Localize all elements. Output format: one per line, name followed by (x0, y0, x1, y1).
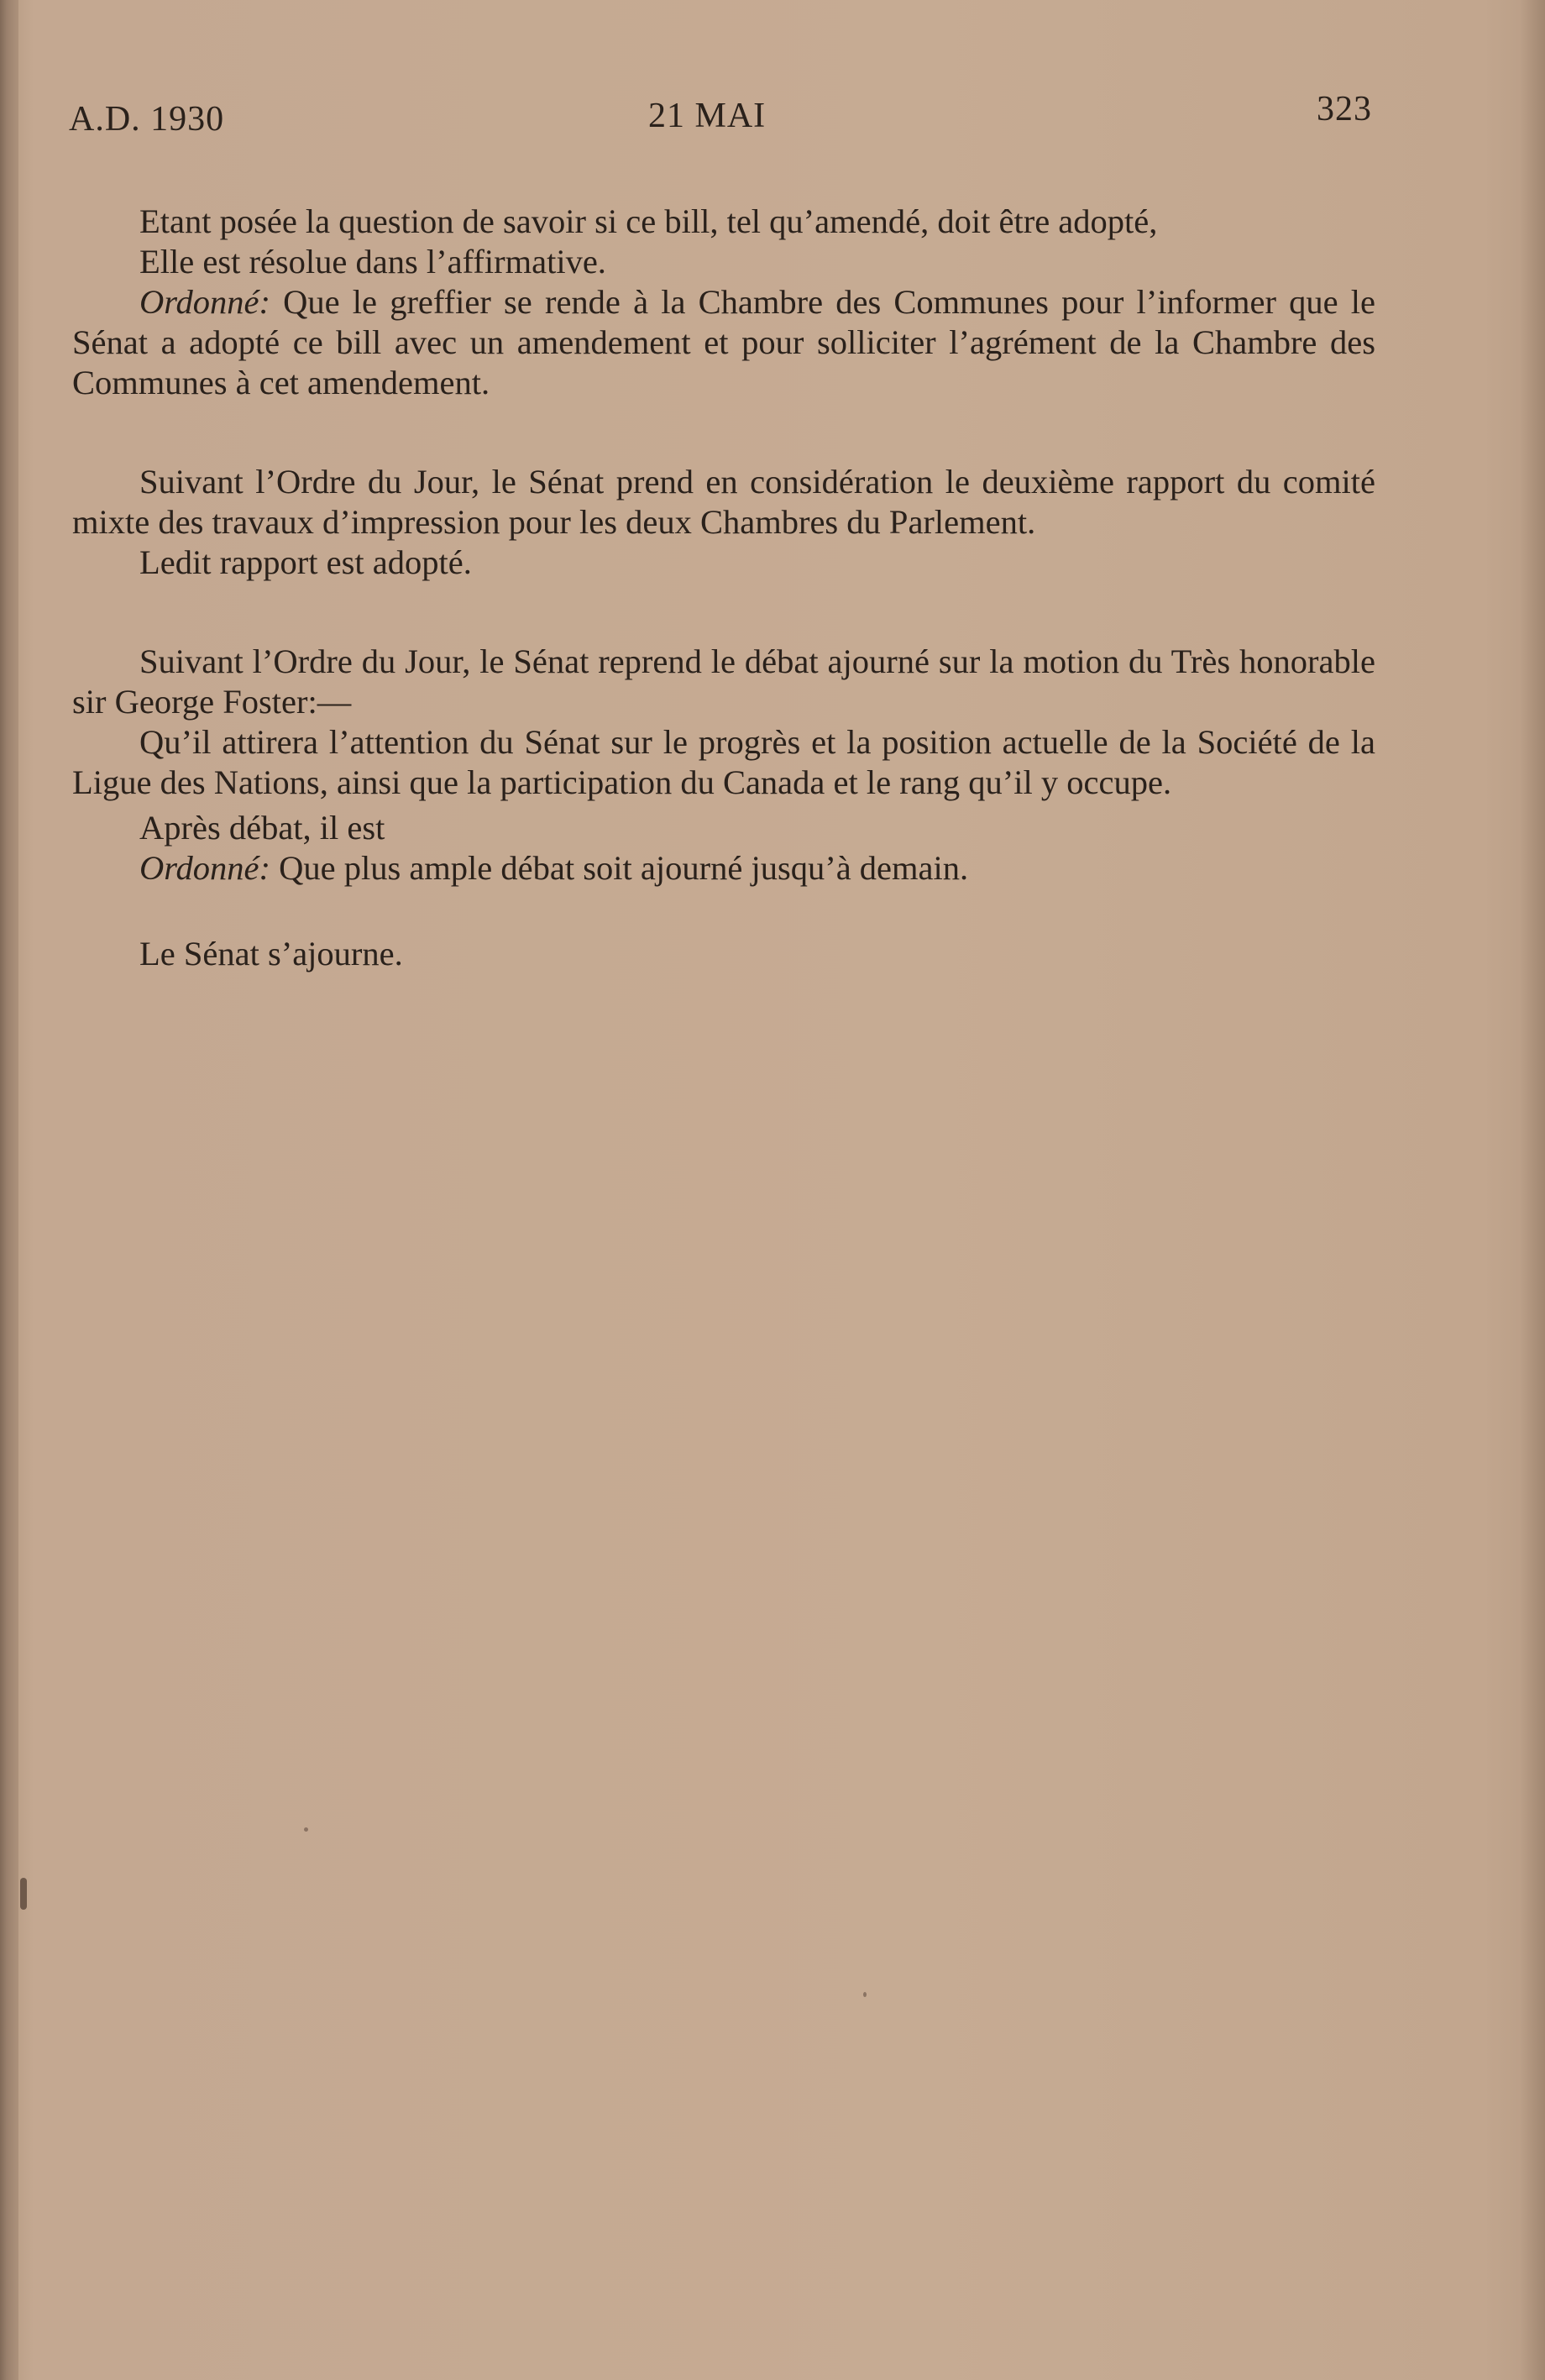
paragraph-report-consideration: Suivant l’Ordre du Jour, le Sénat prend en considération le deuxième rapport du comité mixte des travaux d’impression pour les deux Chambres du Parlement. (72, 463, 1375, 541)
header-year: A.D. 1930 (69, 100, 225, 139)
paragraph-report-adopted: Ledit rapport est adopté. (139, 543, 472, 581)
order-label: Ordonné: (139, 849, 270, 887)
paper-speck (863, 1992, 867, 1997)
binding-mark (20, 1878, 27, 1910)
paragraph-senate-adjourns: Le Sénat s’ajourne. (139, 935, 403, 972)
paragraph-debate-resumed: Suivant l’Ordre du Jour, le Sénat reprend le débat ajourné sur la motion du Très honorable sir George Foster:— (72, 642, 1375, 721)
page-body (72, 202, 1375, 974)
page-number: 323 (1317, 90, 1372, 128)
paragraph-order-clerk (72, 282, 1375, 403)
order-text: Que plus ample débat soit ajourné jusqu’à demain. (270, 849, 969, 887)
paragraph-question: Etant posée la question de savoir si ce bill, tel qu’amendé, doit être adopté, (139, 202, 1158, 240)
order-label: Ordonné: (139, 283, 270, 321)
paragraph-order-adjourn-debate (72, 848, 1375, 889)
running-header (69, 84, 1372, 143)
paragraph-after-debate: Après débat, il est (139, 809, 385, 847)
binding-edge (0, 0, 18, 2380)
header-date: 21 MAI (648, 97, 767, 135)
order-text: Que le greffier se rende à la Chambre des Communes pour l’informer que le Sénat a adopté ce bill avec un amendement et pour solliciter l’agrément de la Chambre des Communes à cet amendement. (72, 283, 1375, 401)
paragraph-resolution: Elle est résolue dans l’affirmative. (139, 243, 606, 280)
page-edge-shadow (1520, 0, 1545, 2380)
paragraph-motion-text: Qu’il attirera l’attention du Sénat sur le progrès et la position actuelle de la Société de la Ligue des Nations, ainsi que la participation du Canada et le rang qu’il y occupe. (72, 723, 1375, 801)
paper-speck (304, 1827, 308, 1832)
